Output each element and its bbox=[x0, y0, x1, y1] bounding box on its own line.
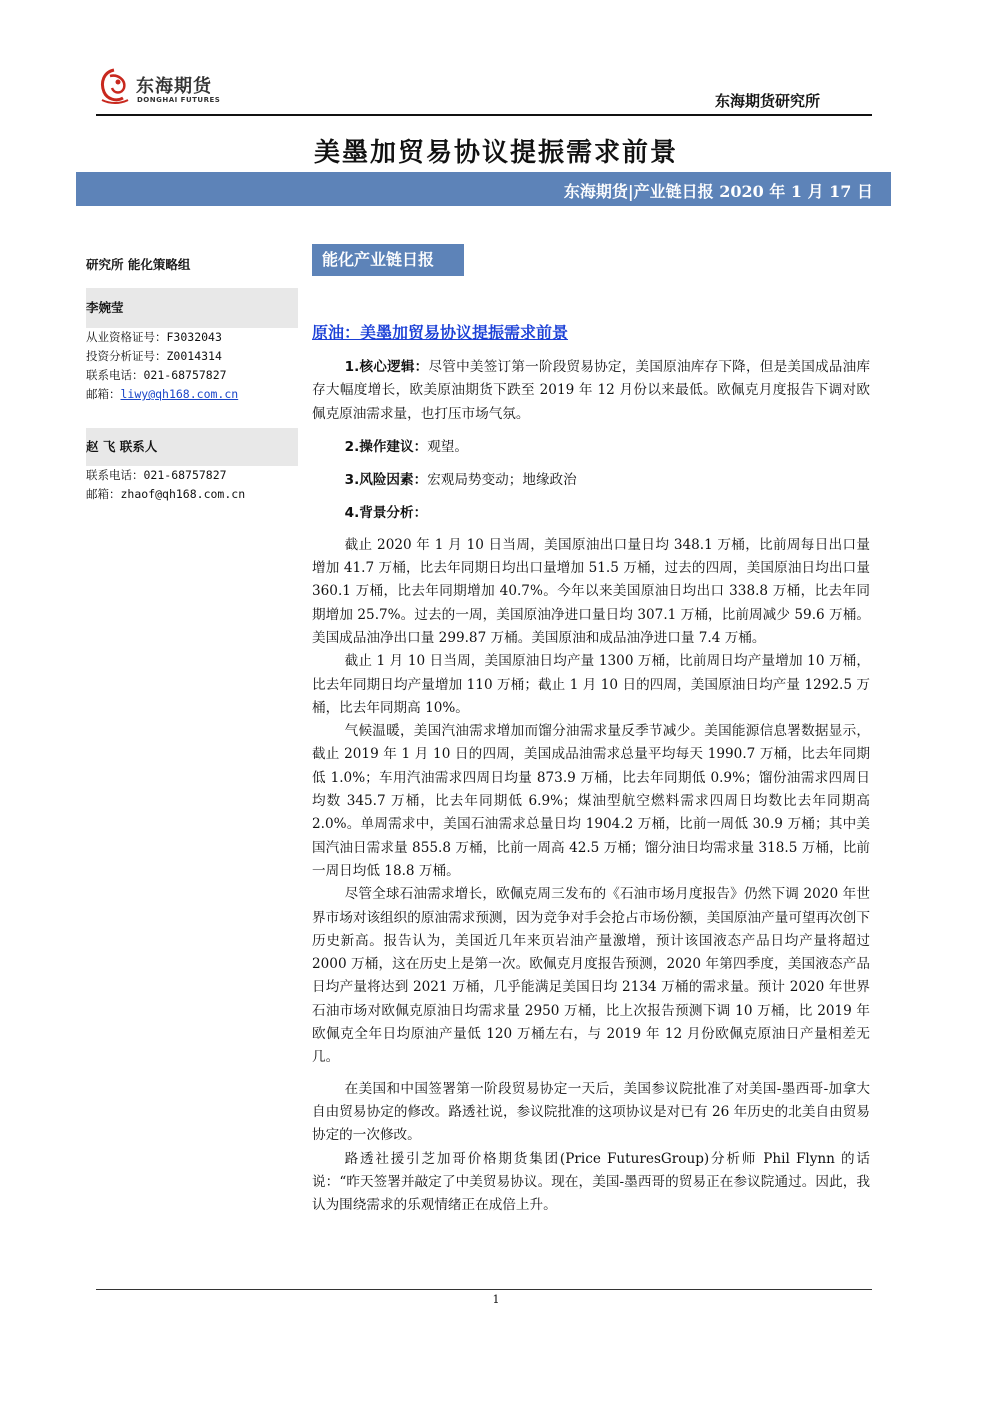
contact-phone: 联系电话：021-68757827 bbox=[86, 368, 227, 382]
logo-text-cn: 东海期货 bbox=[136, 76, 212, 97]
body-paragraph: 气候温暖，美国汽油需求增加而馏分油需求量反季节减少。美国能源信息署数据显示，截止 2019 年 1 月 10 日的四周，美国成品油需求总量平均每天 1990.7 万桶，比去年同期低 1.0%；车用汽油需求四周日均量 873.9 万桶，比去年同期低 0.9%；馏份油需求四周日均数 345.7 万桶，比去年同期低 6.9%；煤油型航空燃料需求四周日均数比去年同期高 2.0%。单周需求中，美国石油需求总量日均 1904.2 万桶，比前一周低 30.9 万桶；其中美国汽油日需求量 855.8 万桶，比前一周高 42.5 万桶；馏分油日均需求量 318.5 万桶，比前一周日均低 18.8 万桶。 bbox=[312, 723, 870, 879]
body-paragraph: 截止 1 月 10 日当周，美国原油日均产量 1300 万桶，比前周日均产量增加 10 万桶，比去年同期日均产量增加 110 万桶；截止 1 月 10 日的四周，美国原油日均产量 1292.5 万桶，比去年同期高 10%。 bbox=[312, 653, 870, 716]
institute-name: 东海期货研究所 bbox=[714, 92, 820, 110]
email-label-2: 邮箱： bbox=[86, 487, 121, 501]
banner-text: 东海期货|产业链日报 2020 年 1 月 17 日 bbox=[563, 182, 873, 201]
investment-analyst-number: 投资分析证号：Z0014314 bbox=[86, 349, 222, 363]
contact-name: 赵 飞 联系人 bbox=[86, 428, 298, 466]
body-paragraph: 截止 2020 年 1 月 10 日当周，美国原油出口量日均 348.1 万桶，比前周每日出口量增加 41.7 万桶，比去年同期日均出口量增加 51.5 万桶，过去的四周，美国原油日均出口量 360.1 万桶，比去年同期增加 40.7%。今年以来美国原油日均出口 338.8 万桶，比去年同期增加 25.7%。过去的一周，美国原油净进口量日均 307.1 万桶，比前周减少 59.6 万桶。美国成品油净出口量 299.87 万桶。美国原油和成品油净进口量 7.4 万桶。 bbox=[312, 536, 870, 646]
email-link[interactable]: liwy@qh168.com.cn bbox=[120, 387, 239, 401]
department-label: 研究所 能化策略组 bbox=[86, 257, 191, 272]
page-number: 1 bbox=[492, 1293, 500, 1306]
operation-advice-label: 2.操作建议： bbox=[344, 438, 428, 455]
email-line bbox=[86, 385, 298, 404]
background-analysis-label: 4.背景分析： bbox=[344, 505, 428, 522]
section-title-link[interactable]: 原油：美墨加贸易协议提振需求前景 bbox=[312, 323, 569, 342]
header-divider bbox=[96, 114, 872, 116]
core-logic bbox=[312, 356, 870, 426]
footer-divider bbox=[96, 1289, 872, 1290]
body-paragraph: 在美国和中国签署第一阶段贸易协定一天后，美国参议院批准了对美国-墨西哥-加拿大自由贸易协定的修改。路透社说，参议院批准的这项协议是对已有 26 年历史的北美自由贸易协定的一次修改。 bbox=[312, 1080, 870, 1144]
donghai-logo bbox=[96, 66, 236, 110]
report-category-tag: 能化产业链日报 bbox=[312, 244, 464, 276]
risk-factors bbox=[312, 469, 870, 492]
logo-text-en: DONGHAI FUTURES bbox=[137, 96, 221, 104]
report-body bbox=[312, 356, 870, 1217]
dragon-logo-icon bbox=[96, 66, 132, 106]
core-logic-label: 1.核心逻辑： bbox=[344, 359, 429, 375]
operation-advice-text: 观望。 bbox=[427, 438, 468, 455]
contact-phone-2: 联系电话：021-68757827 bbox=[86, 468, 227, 482]
email-address-2: zhaof@qh168.com.cn bbox=[120, 487, 246, 501]
operation-advice bbox=[312, 436, 870, 459]
document-title: 美墨加贸易协议提振需求前景 bbox=[313, 138, 678, 168]
body-paragraph: 尽管全球石油需求增长，欧佩克周三发布的《石油市场月度报告》仍然下调 2020 年世界市场对该组织的原油需求预测，因为竞争对手会抢占市场份额，美国原油产量可望再次创下历史新高。报告认为，美国近几年来页岩油产量激增，预计该国液态产品日均产量将超过 2000 万桶，这在历史上是第一次。欧佩克月度报告预测，2020 年第四季度，美国液态产品日均产量将达到 2021 万桶，几乎能满足美国日均 2134 万桶的需求量。预计 2020 年世界石油市场对欧佩克原油日均需求量 2950 万桶，比上次报告预测下调 10 万桶，比 2019 年欧佩克全年日均原油产量低 120 万桶左右，与 2019 年 12 月份欧佩克原油日产量相差无几。 bbox=[312, 886, 870, 1066]
risk-factors-label: 3.风险因素： bbox=[344, 472, 428, 489]
body-paragraph: 路透社援引芝加哥价格期货集团(Price FuturesGroup)分析师 Phil Flynn 的话说：“昨天签署并敲定了中美贸易协议。现在，美国-墨西哥的贸易正在参议院通过。因此，我认为围绕需求的乐观情绪正在成倍上升。 bbox=[312, 1150, 870, 1214]
email-line-2 bbox=[86, 485, 298, 504]
report-banner bbox=[76, 172, 891, 206]
background-analysis-heading bbox=[312, 502, 870, 525]
author-sidebar bbox=[86, 252, 298, 504]
analyst-name: 李婉莹 bbox=[86, 288, 298, 328]
core-logic-text: 尽管中美签订第一阶段贸易协定，美国原油库存下降，但是美国成品油库存大幅度增长，欧美原油期货下跌至 2019 年 12 月份以来最低。欧佩克月度报告下调对欧佩克原油需求量，也打压市场气氛。 bbox=[312, 359, 871, 422]
email-label: 邮箱： bbox=[86, 387, 121, 401]
risk-factors-text: 宏观局势变动；地缘政治 bbox=[427, 472, 577, 489]
qualification-number: 从业资格证号：F3032043 bbox=[86, 330, 222, 344]
